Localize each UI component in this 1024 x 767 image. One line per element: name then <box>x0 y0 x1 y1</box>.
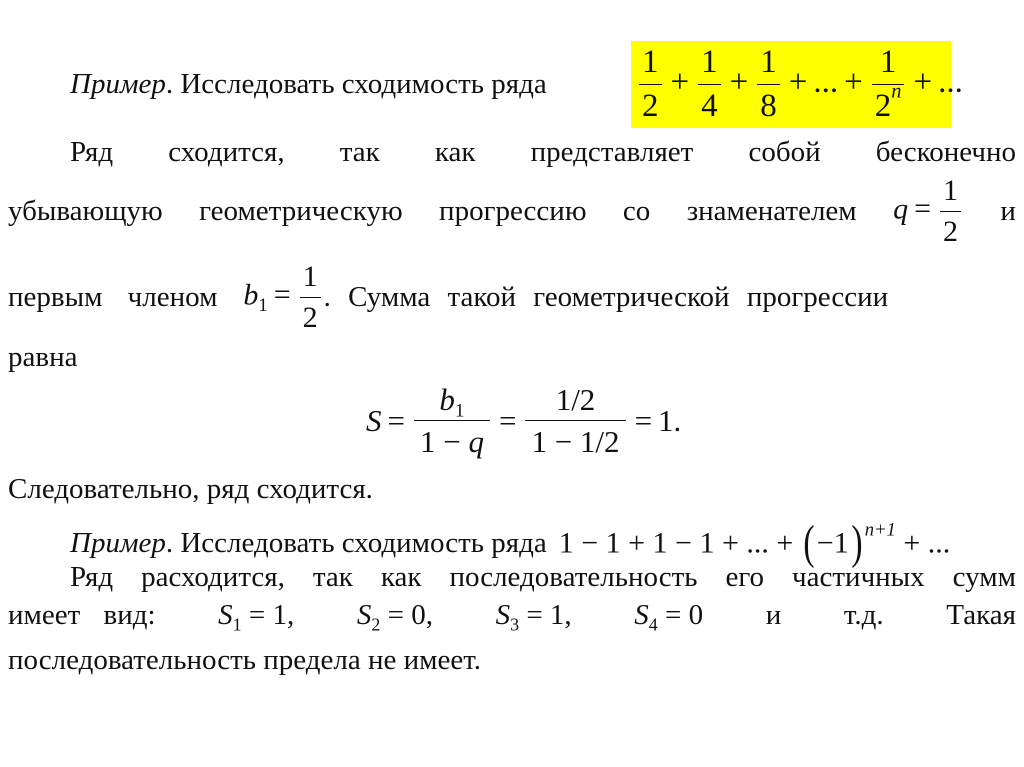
series1 <box>636 46 963 123</box>
s4-sub: 4 <box>648 614 658 635</box>
series2-inner: −1 <box>816 526 849 560</box>
sum-s1 <box>218 599 295 635</box>
p1-word: со <box>622 195 651 227</box>
s2-val: = 0, <box>387 599 433 631</box>
series1-t2-num: 1 <box>701 44 718 80</box>
series1-dots-1: ... <box>813 64 839 101</box>
sum-eq2: = <box>498 403 517 438</box>
p1-line2 <box>8 176 1016 247</box>
series1-tn-num: 1 <box>879 44 897 80</box>
series2 <box>558 516 951 569</box>
example2-lead: Пример <box>70 526 166 559</box>
s3-val: = 1, <box>526 599 572 631</box>
sum-s4 <box>634 599 704 635</box>
p1-word: убывающую <box>8 195 163 227</box>
sum-eq3: = <box>634 403 653 438</box>
s2-var: S <box>356 599 372 631</box>
series1-plus-4: + <box>844 64 863 101</box>
series1-plus-5: + <box>913 64 933 101</box>
s4-var: S <box>634 599 649 631</box>
sum-s2 <box>356 599 433 635</box>
p1-word: так <box>339 136 380 168</box>
series2-end: + ... <box>895 526 951 560</box>
series2-lparen: ( <box>803 516 815 569</box>
p1-word: Ряд <box>70 136 114 168</box>
series1-plus-2: + <box>729 64 749 101</box>
example1-lead: Пример <box>70 68 166 100</box>
q-eq: = <box>914 192 931 226</box>
sum-f2-den: 1 − 1/2 <box>525 420 625 457</box>
series1-t2-den: 4 <box>698 84 721 123</box>
p1-word: как <box>434 136 476 168</box>
b-var: b <box>243 278 259 312</box>
s3-var: S <box>495 599 511 631</box>
s2-sub: 2 <box>371 614 381 635</box>
example2-text: . Исследовать сходимость ряда <box>165 526 547 559</box>
sum-eq1: = <box>387 403 405 438</box>
series1-tn-den <box>872 80 905 124</box>
sum-f1-num-var: b <box>439 382 455 417</box>
p2-line2 <box>8 599 1016 635</box>
sum-f2-num: 1/2 <box>555 382 596 417</box>
p1-word: представляет <box>530 136 694 168</box>
series1-t3-num: 1 <box>760 44 777 80</box>
p1-word: знаменателем <box>686 195 857 227</box>
series2-start: 1 − 1 + 1 − 1 + ... + <box>558 526 801 560</box>
sum-formula <box>366 384 681 457</box>
series1-t1-num: 1 <box>642 44 659 80</box>
q-num: 1 <box>943 174 958 207</box>
sum-s3 <box>495 599 572 635</box>
p2-line2-start: имеет вид: <box>8 599 156 631</box>
and-word: и <box>1000 195 1016 227</box>
p1-word: прогрессию <box>439 195 587 227</box>
s1-var: S <box>218 599 233 631</box>
series1-t3-den: 8 <box>757 84 780 123</box>
p1-line4: равна <box>8 341 78 373</box>
p1-line3-rest: . Сумма такой геометрической прогрессии <box>323 281 889 313</box>
conclusion1: Следовательно, ряд сходится. <box>8 473 373 505</box>
p2-line1: Ряд расходится, так как последовательность его частичных сумм <box>70 561 1016 593</box>
p1-word: сходится, <box>168 136 285 168</box>
p1-word: бесконечно <box>875 136 1016 168</box>
p2-word: Такая <box>946 599 1016 631</box>
p2-line3: последовательность предела не имеет. <box>8 644 481 676</box>
p1-word: геометрическую <box>199 195 403 227</box>
series1-t1-den: 2 <box>639 84 662 123</box>
sum-result: 1. <box>658 403 682 438</box>
b1-formula <box>243 262 323 333</box>
sum-f1-num <box>436 384 467 420</box>
sum-S: S <box>366 403 382 438</box>
series2-rparen: ) <box>851 516 863 569</box>
p2-word: т.д. <box>843 599 884 631</box>
series2-exp: n+1 <box>864 519 896 541</box>
series1-plus-3: + <box>788 64 808 101</box>
p1-word: собой <box>748 136 821 168</box>
s4-val: = 0 <box>665 599 704 631</box>
b-num: 1 <box>302 260 318 293</box>
sum-f1-den-text: 1 − <box>419 424 469 459</box>
b-eq: = <box>273 278 291 312</box>
s1-val: = 1, <box>248 599 295 631</box>
q-var: q <box>893 192 909 226</box>
series1-plus-1: + <box>670 64 690 101</box>
b-den: 2 <box>300 297 321 333</box>
series1-dots-2: ... <box>938 64 963 101</box>
series1-tn-exp: n <box>891 80 902 103</box>
sum-f1-num-sub: 1 <box>454 400 465 422</box>
s1-sub: 1 <box>232 614 242 635</box>
sum-f1-den-var: q <box>468 424 484 459</box>
sum-f1-den <box>414 420 490 457</box>
q-formula <box>893 176 964 247</box>
p1-line3 <box>8 262 1016 333</box>
p1-line3-start: первым членом <box>8 281 218 313</box>
b-sub: 1 <box>258 294 268 316</box>
q-den: 2 <box>940 211 961 247</box>
series1-tn-base: 2 <box>874 88 892 124</box>
p2-word: и <box>765 599 782 631</box>
p1-line1 <box>70 138 1016 167</box>
example1-line <box>70 70 547 99</box>
s3-sub: 3 <box>510 614 520 635</box>
example1-text: . Исследовать сходимость ряда <box>165 68 547 100</box>
example2-line <box>70 516 951 569</box>
